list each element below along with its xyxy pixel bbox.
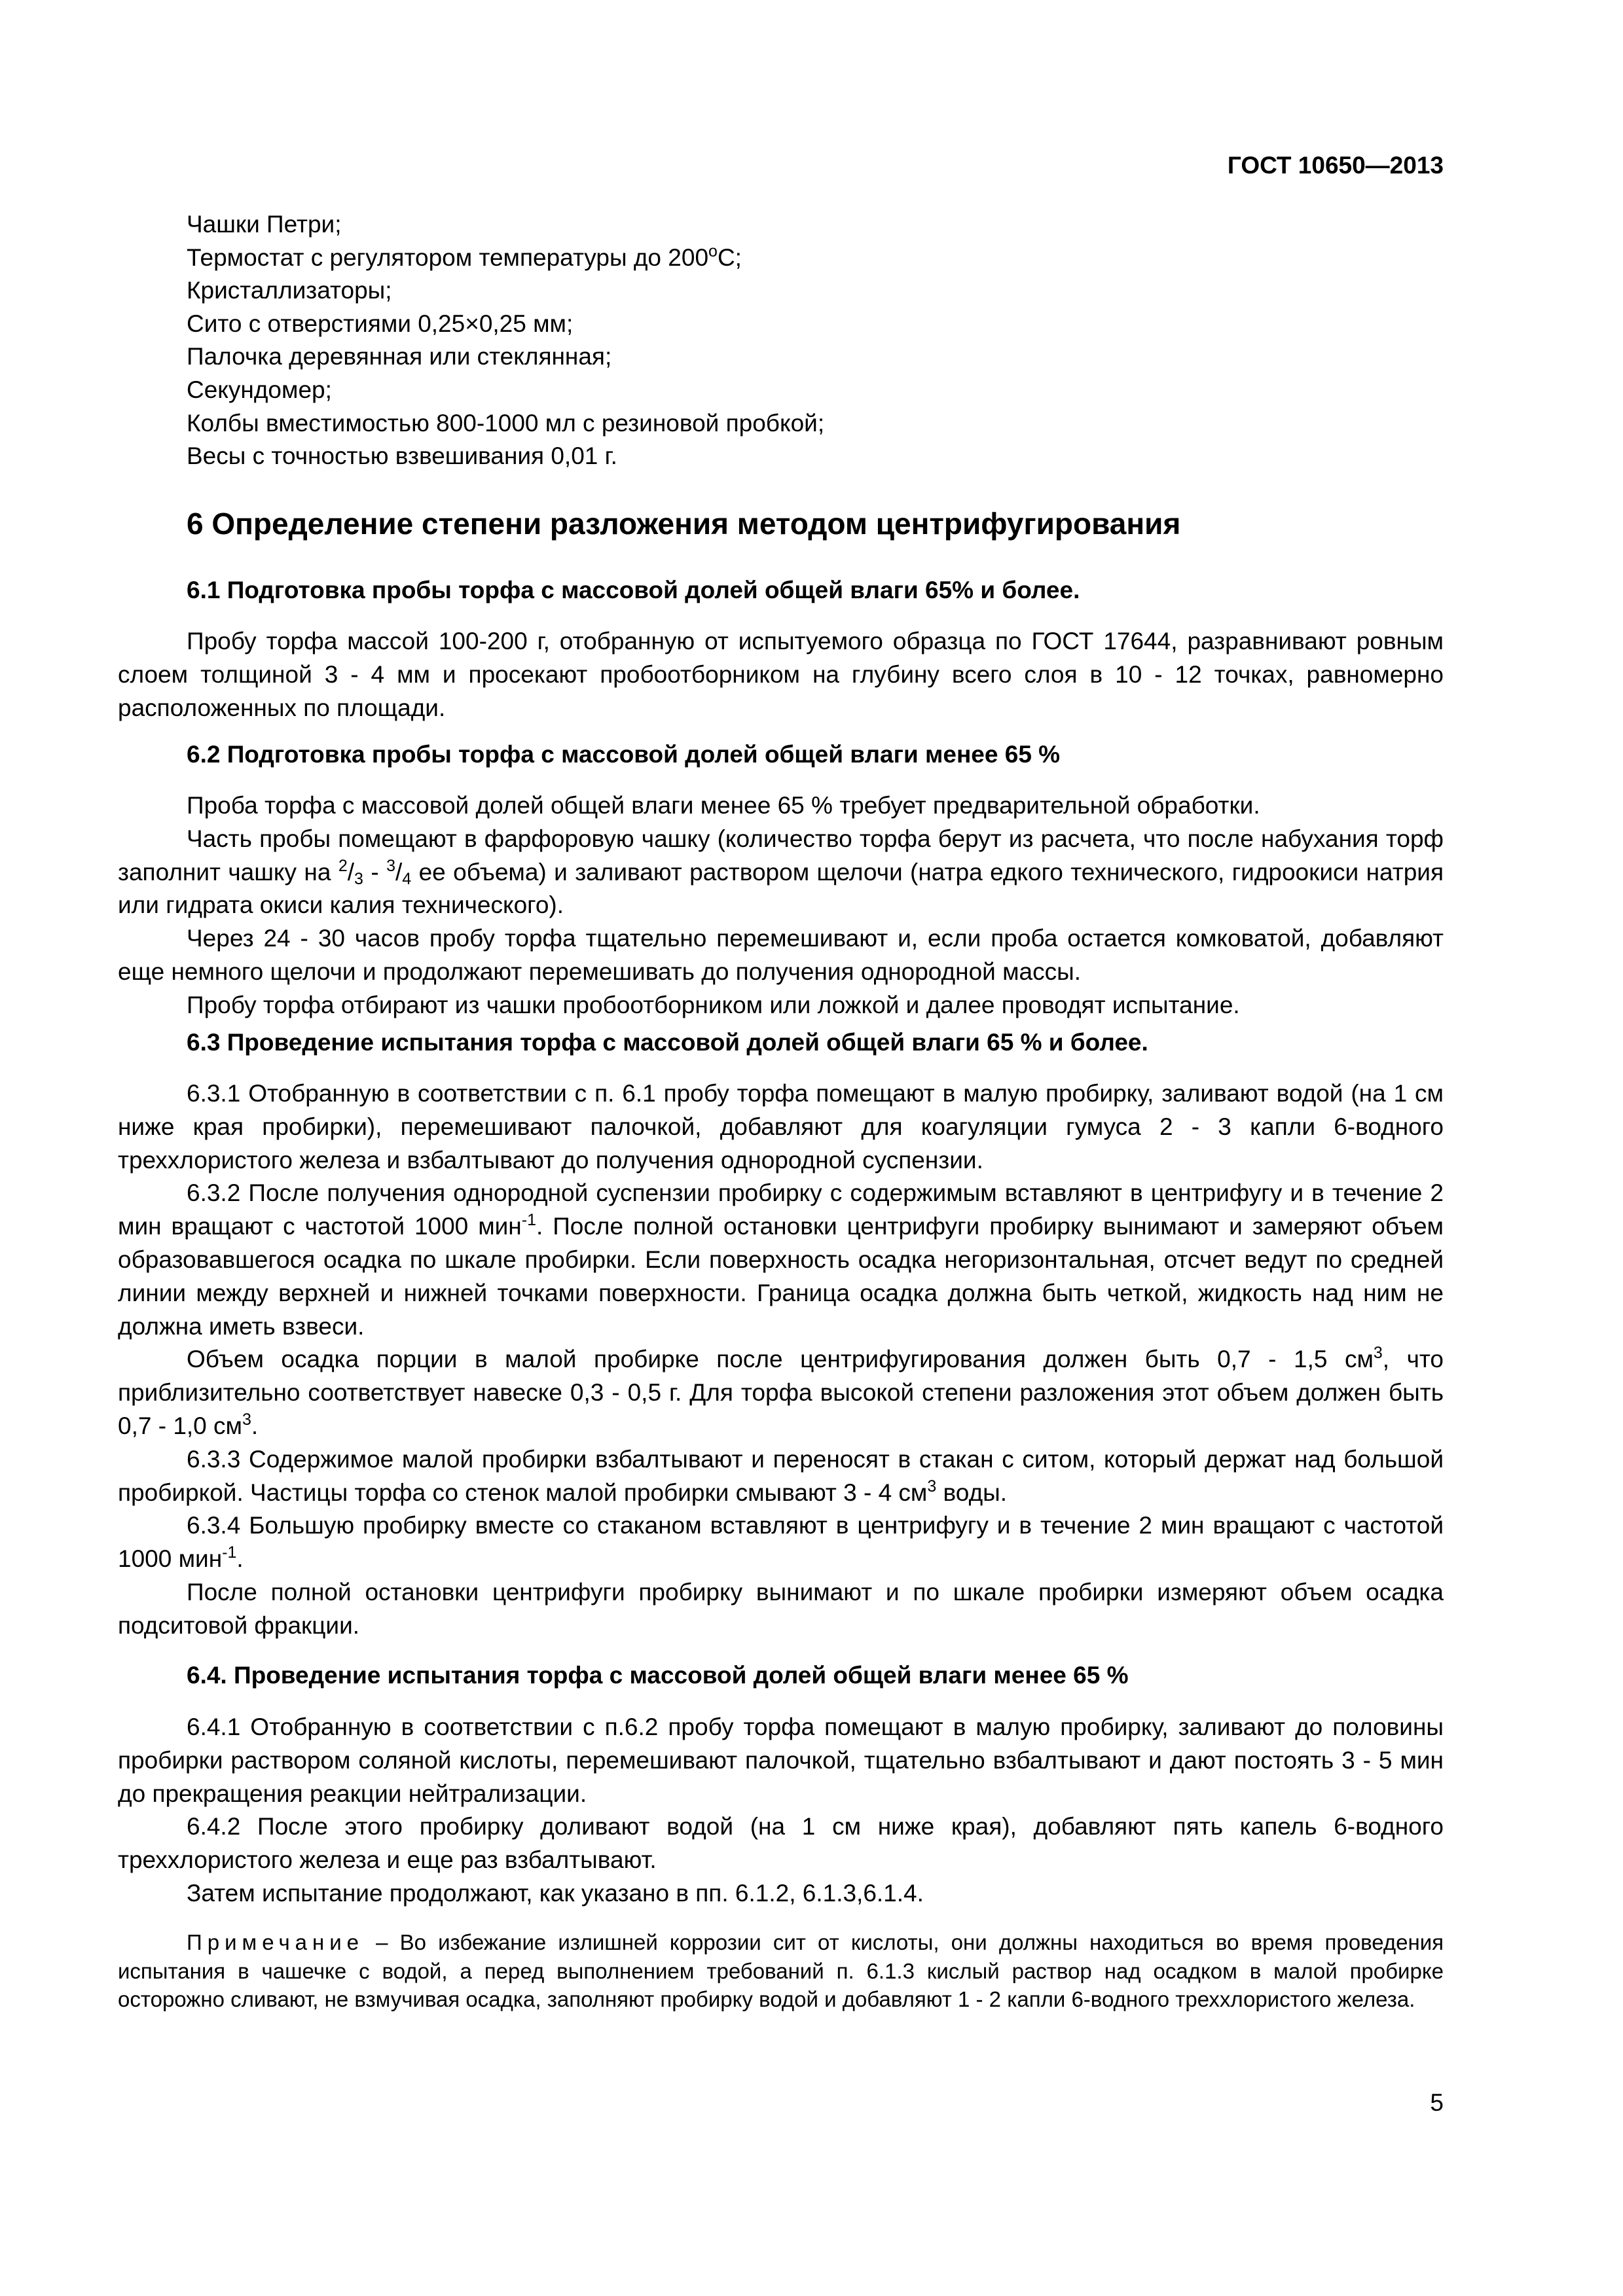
subsection-6-4-heading: 6.4. Проведение испытания торфа с массовой долей общей влаги менее 65 %: [187, 1662, 1129, 1689]
subsection-6-1-body: [118, 625, 1444, 725]
paragraph-text: -: [363, 858, 387, 886]
exponent: 3: [242, 1410, 251, 1429]
paragraph-text: Объем осадка порции в малой пробирке после центрифугирования должен быть 0,7 - 1,5 см: [187, 1346, 1374, 1373]
note-title: Примечание: [187, 1930, 365, 1954]
paragraph-text: .: [251, 1412, 259, 1439]
exponent: -1: [521, 1211, 536, 1230]
paragraph-text: 6.3.3 Содержимое малой пробирки взбалтывают и переносят в стакан с ситом, который держат над большой пробиркой. Частицы торфа со стенок малой пробирки смывают 3 - 4 см: [118, 1445, 1444, 1506]
fraction-numerator: 2: [338, 856, 348, 875]
section-6-heading: 6 Определение степени разложения методом центрифугирования: [187, 507, 1181, 541]
paragraph: После полной остановки центрифуги пробирку вынимают и по шкале пробирки измеряют объем осадка подситовой фракции.: [118, 1578, 1444, 1639]
paragraph: Проба торфа с массовой долей общей влаги менее 65 % требует предварительной обработки.: [187, 792, 1260, 819]
list-item: Палочка деревянная или стеклянная;: [187, 343, 612, 370]
paragraph: Пробу торфа массой 100-200 г, отобранную от испытуемого образца по ГОСТ 17644, разравнивают ровным слоем толщиной 3 - 4 мм и просекают пробоотборником на глубину всего слоя в 10 - 12 точках, равномерно расположенных по площади.: [118, 628, 1444, 721]
subsection-6-4-body: [118, 1711, 1444, 1910]
page-number: 5: [1430, 2089, 1444, 2116]
subsection-6-3-body: [118, 1077, 1444, 1643]
fraction-denominator: 4: [402, 869, 412, 888]
note-text: – Во избежание излишней коррозии сит от кислоты, они должны находиться во время проведения испытания в чашечке с водой, а перед выполнением требований п. 6.1.3 кислый раствор над осадком в малой пробирке осторожно сливают, не взмучивая осадка, заполняют пробирку водой и добавляют 1 - 2 капли 6-водного треххлористого железа.: [118, 1930, 1444, 2011]
paragraph-text: . После полной остановки центрифуги пробирку вынимают и замеряют объем образовавшегося осадка по шкале пробирки. Если поверхность осадка негоризонтальная, отсчет ведут по средней линии между верхней и нижней точками поверхности. Граница осадка должна быть четкой, жидкость над ним не должна иметь взвеси.: [118, 1213, 1444, 1340]
list-item: Сито с отверстиями 0,25×0,25 мм;: [187, 310, 574, 337]
paragraph: 6.3.1 Отобранную в соответствии с п. 6.1 пробу торфа помещают в малую пробирку, заливают водой (на 1 см ниже края пробирки), перемешивают палочкой, добавляют для коагуляции гумуса 2 - 3 капли 6-водного треххлористого железа и взбалтывают до получения однородной суспензии.: [118, 1080, 1444, 1174]
paragraph-text: воды.: [936, 1479, 1008, 1506]
exponent: 3: [927, 1477, 937, 1496]
paragraph: [118, 1343, 1444, 1443]
list-item: Весы с точностью взвешивания 0,01 г.: [187, 442, 617, 470]
list-item-thermostat: [187, 242, 824, 275]
paragraph: Через 24 - 30 часов пробу торфа тщательно перемешивают и, если проба остается комковатой, добавляют еще немного щелочи и продолжают перемешивать до получения однородной массы.: [118, 925, 1444, 985]
paragraph: Затем испытание продолжают, как указано в пп. 6.1.2, 6.1.3,6.1.4.: [187, 1879, 924, 1907]
paragraph: Пробу торфа отбирают из чашки пробоотборником или ложкой и далее проводят испытание.: [187, 991, 1240, 1018]
paragraph: [118, 1177, 1444, 1343]
paragraph-text: .: [236, 1545, 244, 1573]
paragraph-text: 6.3.2 После получения однородной суспензии пробирку с содержимым вставляют в центрифугу и в течение 2 мин вращают с частотой 1000 мин: [118, 1179, 1444, 1240]
note-block: [118, 1928, 1444, 2014]
paragraph: 6.4.2 После этого пробирку доливают водой (на 1 см ниже края), добавляют пять капель 6-водного треххлористого железа и еще раз взбалтывают.: [118, 1813, 1444, 1874]
document-code-header: ГОСТ 10650—2013: [1227, 152, 1444, 179]
list-item-text: Термостат с регулятором температуры до 200: [187, 243, 709, 271]
exponent: 3: [1373, 1344, 1383, 1363]
subsection-6-3-heading: 6.3 Проведение испытания торфа с массовой долей общей влаги 65 % и более.: [187, 1029, 1148, 1056]
subsection-6-2-heading: 6.2 Подготовка пробы торфа с массовой долей общей влаги менее 65 %: [187, 741, 1061, 768]
fraction-numerator: 3: [386, 856, 395, 875]
list-item: Кристаллизаторы;: [187, 277, 392, 304]
list-item: Чашки Петри;: [187, 211, 342, 238]
paragraph-fractions: Часть пробы помещают в фарфоровую чашку (количество торфа берут из расчета, что после набухания торф заполнит чашку на $^2/_3 - ^3/_4$ ее объема) и заливают раствором щелочи (натра едкого технического, гидроокиси натрия или гидрата окиси калия технического).: [118, 825, 1444, 919]
fraction-denominator: 3: [354, 869, 363, 888]
subsection-6-1-heading: 6.1 Подготовка пробы торфа с массовой долей общей влаги 65% и более.: [187, 577, 1080, 603]
paragraph-text: , что приблизительно соответствует навеске 0,3 - 0,5 г. Для торфа высокой степени разложения этот объем должен быть 0,7 - 1,0 см: [118, 1346, 1444, 1439]
degree-superscript: о: [708, 242, 718, 260]
note-paragraph: [118, 1928, 1444, 2014]
list-item: Колбы вместимостью 800-1000 мл с резиновой пробкой;: [187, 409, 825, 437]
paragraph: 6.4.1 Отобранную в соответствии с п.6.2 пробу торфа помещают в малую пробирку, заливают до половины пробирки раствором соляной кислоты, перемешивают палочкой, тщательно взбалтывают и дают постоять 3 - 5 мин до прекращения реакции нейтрализации.: [118, 1713, 1444, 1807]
subsection-6-2-body: [118, 789, 1444, 1022]
paragraph: [118, 1443, 1444, 1510]
paragraph-text: ее объема) и заливают раствором щелочи (натра едкого технического, гидроокиси натрия или гидрата окиси калия технического).: [118, 858, 1444, 919]
exponent: -1: [222, 1543, 237, 1562]
list-item: Секундомер;: [187, 376, 332, 403]
paragraph-text: Часть пробы помещают в фарфоровую чашку (количество торфа берут из расчета, что после набухания торф заполнит чашку на: [118, 825, 1444, 886]
list-item-text: С;: [717, 243, 742, 271]
equipment-list: [187, 208, 824, 473]
paragraph: [118, 1509, 1444, 1576]
paragraph-text: 6.3.4 Большую пробирку вместе со стаканом вставляют в центрифугу и в течение 2 мин вращают с частотой 1000 мин: [118, 1512, 1444, 1573]
